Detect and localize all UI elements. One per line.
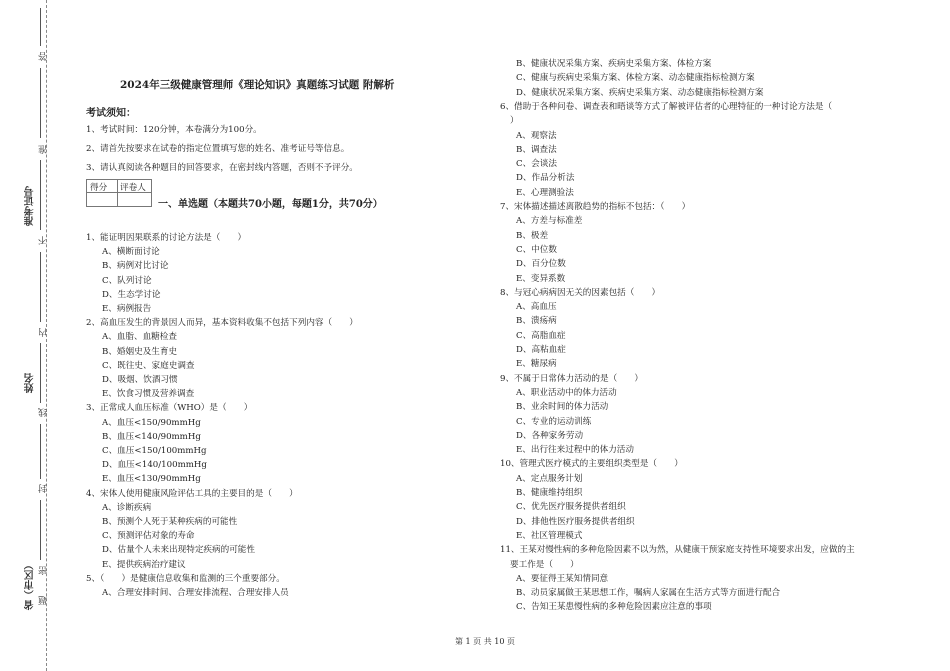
binding-margin [0,0,60,671]
option-item: B、病例对比讨论 [102,261,169,272]
option-item: B、血压<140/90mmHg [102,431,201,442]
option-item: B、溃疡病 [516,316,557,327]
option-item: E、变异系数 [516,273,566,284]
option-item: D、血压<140/100mmHg [102,460,207,471]
option-item: E、心理测验法 [516,187,574,198]
option-item: B、健康维持组织 [516,488,583,498]
margin-char-ti: 题 [39,596,49,605]
option-item: E、血压<130/90mmHg [102,474,201,485]
option-item: C、专业的运动训练 [516,416,592,427]
margin-char-feng: 封 [39,484,49,493]
option-item: A、观察法 [516,130,557,141]
question-stem: 3、正常成人血压标准（WHO）是（ ） [86,403,253,414]
margin-rule [40,252,41,322]
section-heading: 一、单选题（本题共70小题，每题1分，共70分） [158,199,383,210]
margin-char-nei: 内 [39,328,49,337]
option-item: B、业余时间的体力活动 [516,402,609,413]
option-item: A、要征得王某知情同意 [516,573,609,584]
question-stem: 9、不属于日常体力活动的是（ ） [500,373,643,384]
option-item: C、告知王某患慢性病的多种危险因素应注意的事项 [516,602,712,613]
option-item: D、作品分析法 [516,173,575,184]
option-item: A、血压<150/90mmHg [102,417,201,428]
option-item: E、糖尿病 [516,359,557,370]
name-label: 姓名 [25,373,36,393]
score-label: 得分 [90,183,108,193]
option-item: A、横断面讨论 [102,247,160,258]
option-item: C、优先医疗服务提供者组织 [516,502,626,513]
province-label: 省（市区） [25,560,36,610]
margin-rule [40,68,41,138]
option-item: A、定点服务计划 [516,473,583,484]
option-item: C、中位数 [516,244,557,255]
option-item: C、健康与疾病史采集方案、体检方案、动态健康指标检测方案 [516,73,755,84]
question-stem-continued: ） [510,116,519,127]
option-item: D、排他性医疗服务提供者组织 [516,516,635,527]
option-item: C、会谈法 [516,159,557,170]
margin-rule [40,8,41,46]
option-item: C、既往史、家庭史调查 [102,360,195,371]
margin-char-no: 不 [39,236,49,245]
score-table [86,179,152,207]
question-stem-continued: 要工作是（ ） [510,559,579,570]
option-item: E、饮食习惯及营养调查 [102,389,195,400]
option-item: D、生态学讨论 [102,289,161,300]
exam-number-label: 准考证号 [25,186,36,226]
margin-char-mi: 密 [39,566,49,575]
question-stem: 10、管理式医疗模式的主要组织类型是（ ） [500,459,683,470]
option-item: A、职业活动中的体力活动 [516,387,617,398]
option-item: B、预测个人死于某种疾病的可能性 [102,517,238,527]
question-stem: 8、与冠心病病因无关的因素包括（ ） [500,287,661,298]
question-stem: 1、能证明因果联系的讨论方法是（ ） [86,233,247,243]
option-item: A、诊断疾病 [102,502,152,513]
margin-rule [40,160,41,230]
notice-item: 3、请认真阅读各种题目的回答要求，在密封线内答题，否则不予评分。 [86,163,358,173]
option-item: B、极差 [516,230,549,241]
option-item: D、健康状况采集方案、疾病史采集方案、动态健康指标检测方案 [516,87,764,98]
page-title: 2024年三级健康管理师《理论知识》真题练习试题 附解析 [120,79,395,91]
margin-char-zhun: 准 [39,145,49,154]
notice-heading: 考试须知： [86,108,136,119]
option-item: D、吸烟、饮酒习惯 [102,375,178,385]
margin-rule [40,343,41,403]
option-item: E、出行往来过程中的体力活动 [516,445,634,456]
margin-rule [40,500,41,560]
option-item: B、动员家属做王某思想工作，嘱病人家属在生活方式等方面进行配合 [516,588,781,599]
page-footer: 第 1 页 共 10 页 [455,637,515,646]
notice-item: 2、请首先按要求在试卷的指定位置填写您的姓名、准考证号等信息。 [86,144,350,154]
option-item: B、健康状况采集方案、疾病史采集方案、体检方案 [516,59,712,69]
margin-char-answer: 答 [39,52,49,61]
option-item: D、高粘血症 [516,345,566,355]
reviewer-label: 评卷人 [120,183,146,193]
margin-rule [40,424,41,479]
notice-item: 1、考试时间：120分钟，本卷满分为100分。 [86,125,262,135]
option-item: D、估量个人未来出现特定疾病的可能性 [102,545,255,556]
option-item: E、社区管理模式 [516,530,583,541]
option-item: A、高血压 [516,302,557,313]
option-item: C、高脂血症 [516,330,566,341]
option-item: E、病例报告 [102,304,152,314]
option-item: A、血脂、血糖检查 [102,332,177,343]
option-item: C、血压<150/100mmHg [102,446,207,456]
question-stem: 11、王某对慢性病的多种危险因素不以为然，从健康干预家庭支持性环境要求出发，应做的主 [500,545,855,556]
question-stem: 2、高血压发生的背景因人而异，基本资料收集不包括下列内容（ ） [86,318,358,329]
question-stem: 4、宋体人使用健康风险评估工具的主要目的是（ ） [86,488,298,499]
option-item: A、方差与标准差 [516,216,583,227]
option-item: A、合理安排时间、合理安排流程、合理安排人员 [102,588,289,598]
question-stem: 5、（ ）是健康信息收集和监测的三个重要部分。 [86,573,285,584]
option-item: E、提供疾病治疗建议 [102,559,186,570]
option-item: C、队列讨论 [102,275,152,286]
option-item: B、婚姻史及生育史 [102,346,178,357]
option-item: D、百分位数 [516,259,566,270]
option-item: C、预测评估对象的寿命 [102,531,195,542]
option-item: B、调查法 [516,144,557,155]
margin-char-xian: 线 [39,408,49,417]
option-item: D、各种家务劳动 [516,430,584,441]
question-stem: 6、借助于各种问卷、调查表和晤谈等方式了解被评估者的心理特征的一种讨论方法是（ [500,101,833,112]
question-stem: 7、宋体描述描述离散趋势的指标不包括：（ ） [500,202,691,212]
